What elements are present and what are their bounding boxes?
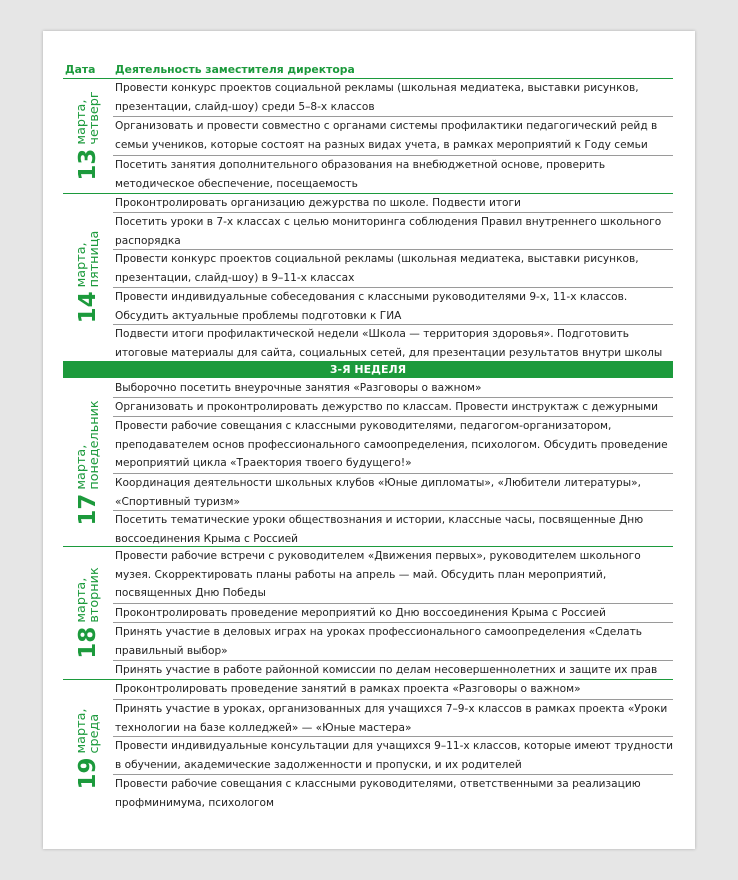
date-day: 13 xyxy=(74,148,101,181)
date-cell xyxy=(63,378,113,547)
table-row: Посетить уроки в 7-х классах с целью мониторинга соблюдения Правил внутреннего школьного распорядка xyxy=(113,212,673,249)
table-row: Принять участие в деловых играх на уроках профессионального самоопределения «Сделать правильный выбор» xyxy=(113,622,673,660)
date-cell xyxy=(63,78,113,194)
date-cell xyxy=(63,193,113,361)
date-month: марта, xyxy=(74,708,89,754)
table-row: Провести конкурс проектов социальной рекламы (школьная медиатека, выставки рисунков, презентации, слайд-шоу) в 9–11-х классах xyxy=(113,249,673,287)
table-row: Провести рабочие встречи с руководителем «Движения первых», руководителем школьного музея. Скорректировать планы работы на апрель — май. Обсудить план мероприятий, посвященных Дню Победы xyxy=(115,550,641,599)
date-day: 17 xyxy=(74,493,101,526)
date-month: марта, xyxy=(74,444,89,490)
table-header xyxy=(65,63,673,76)
table-row: Посетить занятия дополнительного образования на внебюджетной основе, проверить методическое обеспечение, посещаемость xyxy=(113,155,673,194)
table-row: Принять участие в работе районной комиссии по делам несовершеннолетних и защите их прав xyxy=(113,660,673,679)
date-weekday: пятница xyxy=(87,230,102,288)
date-day: 14 xyxy=(74,291,101,324)
date-cell xyxy=(63,546,113,679)
date-month: марта, xyxy=(74,242,89,288)
table-row: Принять участие в уроках, организованных для учащихся 7–9-х классов в рамках проекта «Уроки технологии на базе колледжей» — «Юные мастера» xyxy=(113,699,673,736)
week-banner: 3-Я НЕДЕЛЯ xyxy=(63,361,673,378)
date-cell xyxy=(63,679,113,819)
day-group-18 xyxy=(63,546,673,679)
table-row: Проконтролировать проведение занятий в рамках проекта «Разговоры о важном» xyxy=(115,683,581,695)
table-row: Координация деятельности школьных клубов «Юные дипломаты», «Любители литературы», «Спортивный туризм» xyxy=(113,473,673,510)
table-row: Провести индивидуальные собеседования с классными руководителями 9-х, 11-х классов. Обсудить актуальные проблемы подготовки к ГИА xyxy=(113,287,673,324)
activity-column-header: Деятельность заместителя директора xyxy=(115,63,355,76)
date-weekday: среда xyxy=(87,713,102,754)
table-row: Организовать и провести совместно с органами системы профилактики педагогический рейд в семьи учеников, которые состоят на разных видах учета, в рамках мероприятий к Году семьи xyxy=(113,116,673,155)
day-group-17 xyxy=(63,378,673,547)
table-row: Провести индивидуальные консультации для учащихся 9–11-х классов, которые имеют трудности в обучении, академические задолженности и пропуски, и их родителей xyxy=(113,736,673,774)
day-group-14 xyxy=(63,193,673,361)
table-row: Проконтролировать организацию дежурства по школе. Подвести итоги xyxy=(115,197,521,209)
day-group-19 xyxy=(63,679,673,819)
date-weekday: вторник xyxy=(87,566,102,623)
table-row: Подвести итоги профилактической недели «Школа — территория здоровья». Подготовить итоговые материалы для сайта, социальных сетей, для презентации результатов внутри школы xyxy=(113,324,673,361)
date-weekday: четверг xyxy=(87,91,102,145)
date-column-header: Дата xyxy=(65,63,96,76)
date-month: марта, xyxy=(74,99,89,145)
table-row: Выборочно посетить внеурочные занятия «Разговоры о важном» xyxy=(115,382,482,394)
table-row: Провести конкурс проектов социальной рекламы (школьная медиатека, выставки рисунков, презентации, слайд-шоу) среди 5–8-х классов xyxy=(115,82,639,113)
table-row: Провести рабочие совещания с классными руководителями, педагогом-организатором, преподавателем основ профессионального самоопределения, психологом. Обсудить проведение мероприятий цикла «Траектория твоего будущего!» xyxy=(113,416,673,473)
table-row: Проконтролировать проведение мероприятий ко Дню воссоединения Крыма с Россией xyxy=(113,603,673,622)
date-month: марта, xyxy=(74,577,89,623)
date-day: 18 xyxy=(74,626,101,659)
day-group-13 xyxy=(63,78,673,194)
table-row: Посетить тематические уроки обществознания и истории, классные часы, посвященные Дню воссоединения Крыма с Россией xyxy=(113,510,673,547)
date-weekday: понедельник xyxy=(87,399,102,490)
table-row: Организовать и проконтролировать дежурство по классам. Провести инструктаж с дежурными xyxy=(113,397,673,416)
date-day: 19 xyxy=(74,757,101,790)
table-row: Провести рабочие совещания с классными руководителями, ответственными за реализацию профминимума, психологом xyxy=(113,774,673,814)
document-page xyxy=(43,31,695,849)
